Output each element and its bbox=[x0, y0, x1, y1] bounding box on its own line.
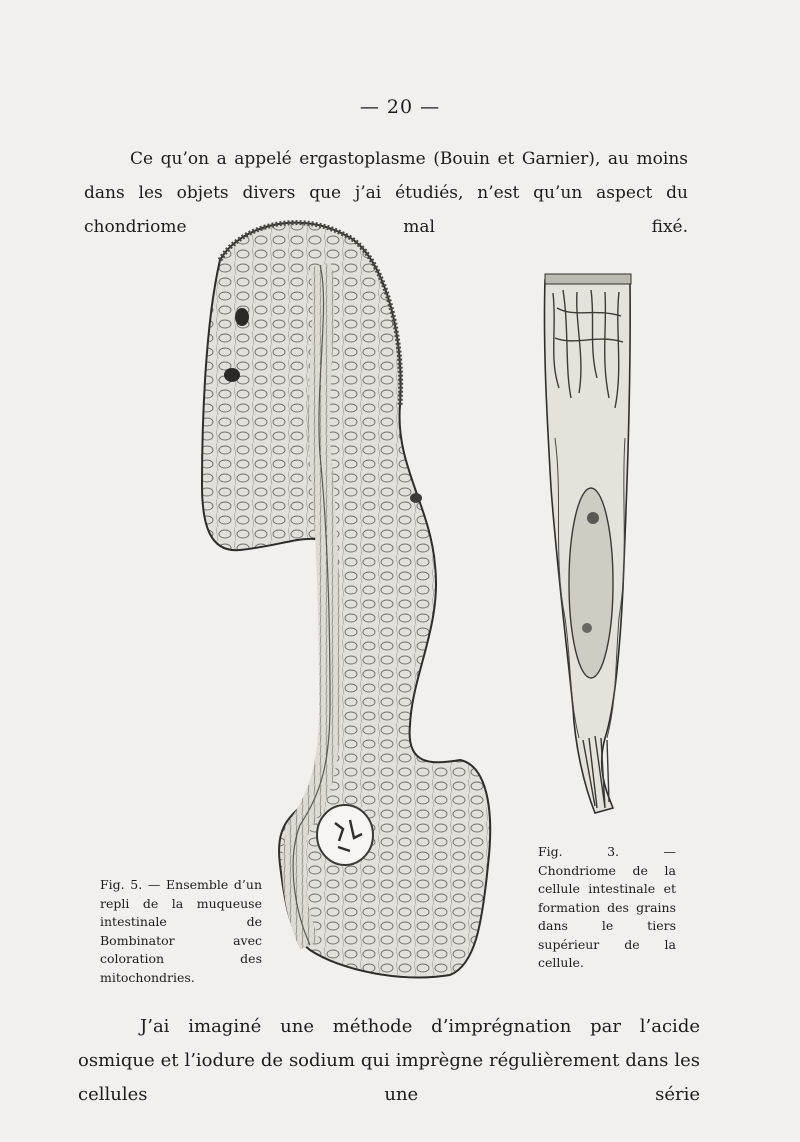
figure-5-vessel bbox=[317, 805, 373, 865]
paragraph-impregnation: J’ai imaginé une méthode d’imprégnation par l’acide osmique et l’iodure de sodium qui imprègne régulièrement dans les cellules une série bbox=[78, 1016, 700, 1105]
figure-5-illustration bbox=[180, 205, 500, 985]
paragraph-ergastoplasme: Ce qu’on a appelé ergastoplasme (Bouin et Garnier), au moins dans les objets divers que j’ai étudiés, n’est qu’un aspect du chondriome mal fixé. bbox=[84, 149, 688, 237]
figure-5-caption: Fig. 5. — Ensemble d’un repli de la muqueuse intestinale de Bombinator avec coloration des mitochondries. bbox=[100, 877, 262, 985]
page-number: — 20 — bbox=[359, 96, 441, 118]
figure-3-illustration bbox=[535, 268, 645, 828]
figure-3-caption: Fig. 3. — Chondriome de la cellule intestinale et formation des grains dans le tiers supérieur de la cellule. bbox=[538, 844, 676, 970]
figure-3-brush-border bbox=[545, 274, 631, 284]
